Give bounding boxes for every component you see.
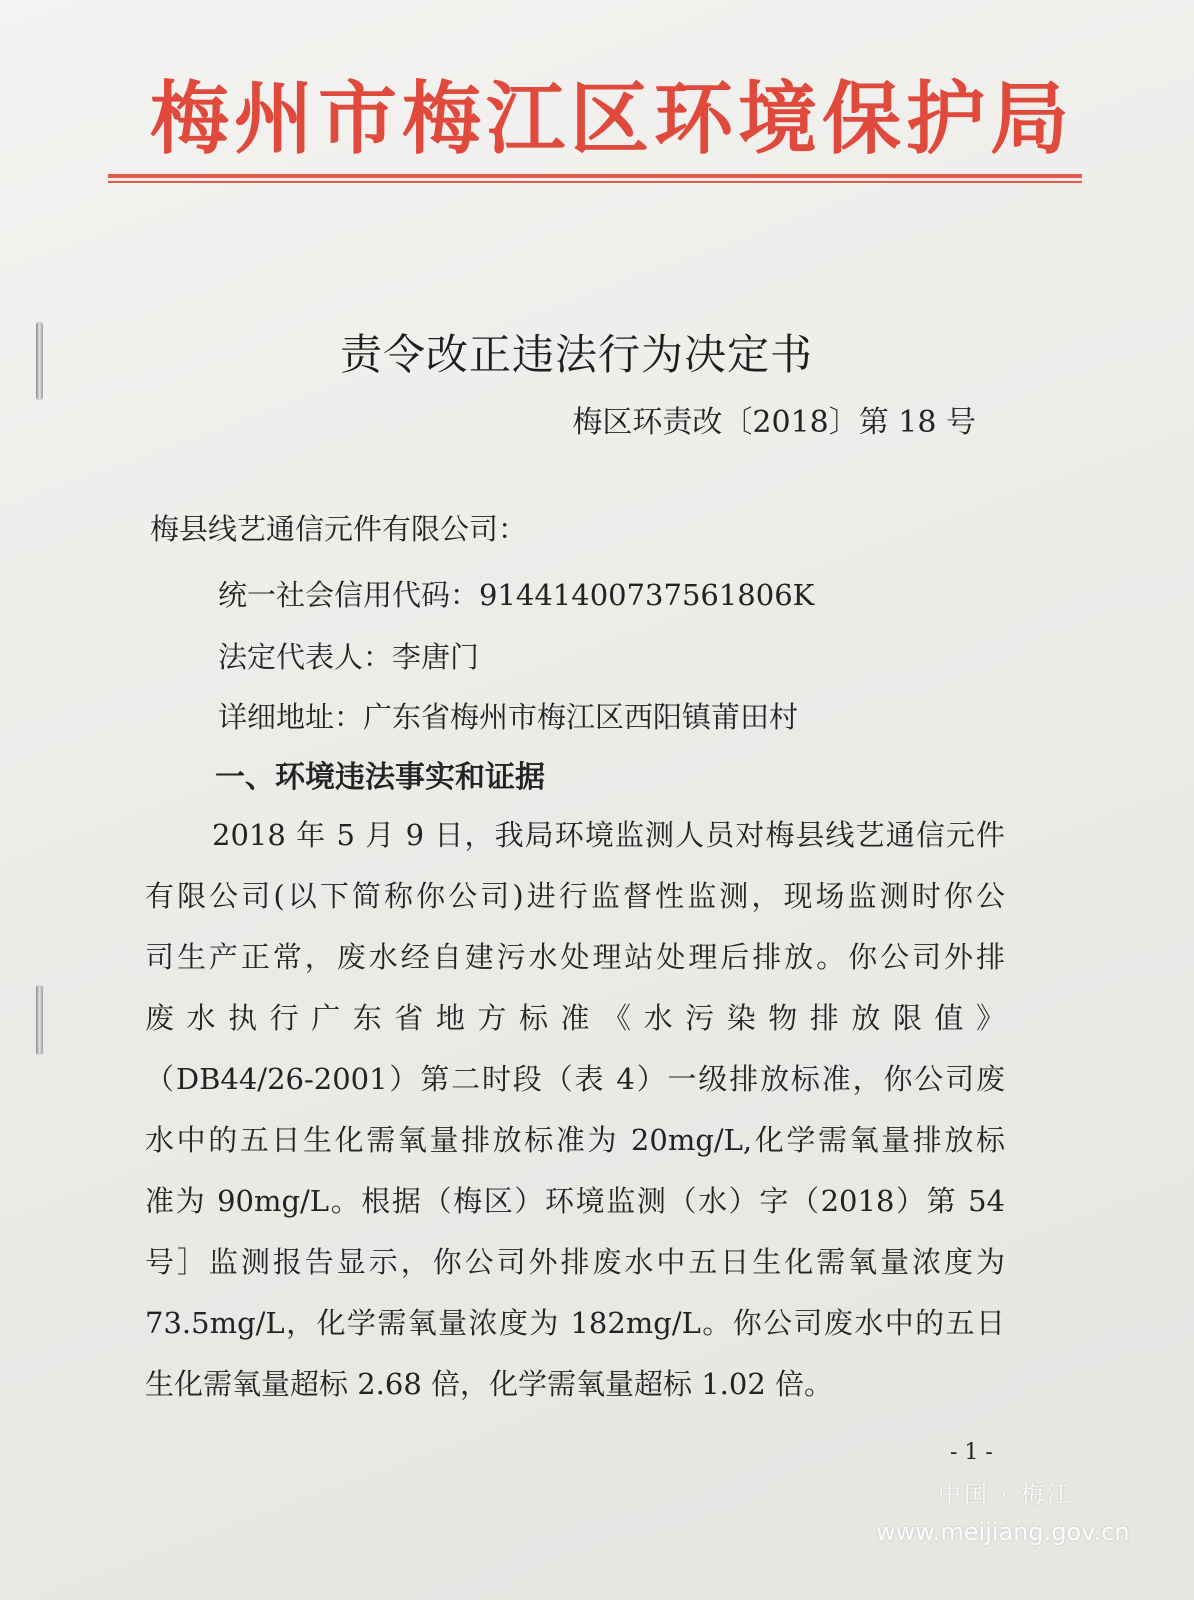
paragraph-line: （DB44/26-2001）第二时段（表 4）一级排放标准，你公司废 (145, 1062, 1005, 1096)
paragraph-line: 司生产正常，废水经自建污水处理站处理后排放。你公司外排 (145, 940, 1005, 974)
document-number: 梅区环责改〔2018〕第 18 号 (572, 405, 976, 440)
paragraph-line: 有限公司(以下简称你公司)进行监督性监测，现场监测时你公 (145, 879, 1005, 913)
page-number: - 1 - (950, 1440, 993, 1465)
header-rule-thin (108, 181, 1082, 183)
header-rule-thick (108, 174, 1082, 178)
addressee: 梅县线艺通信元件有限公司： (150, 512, 528, 546)
address-line: 详细地址：广东省梅州市梅江区西阳镇莆田村 (218, 700, 799, 734)
agency-header: 梅州市梅江区环境保护局 (150, 73, 1074, 165)
paragraph-line: 2018 年 5 月 9 日，我局环境监测人员对梅县线艺通信元件 (212, 818, 1005, 852)
paragraph-line: 水中的五日生化需氧量排放标准为 20mg/L,化学需氧量排放标 (145, 1123, 1005, 1157)
section-heading: 一、环境违法事实和证据 (215, 760, 545, 795)
paragraph-line: 生化需氧量超标 2.68 倍，化学需氧量超标 1.02 倍。 (145, 1367, 834, 1401)
paragraph-line: 准为 90mg/L。根据（梅区）环境监测（水）字（2018）第 54 (145, 1184, 1005, 1218)
watermark-url: www.meijiang.gov.cn (876, 1518, 1130, 1546)
credit-code-line: 统一社会信用代码：91441400737561806K (218, 578, 815, 612)
staple-top (36, 322, 43, 400)
watermark-site-name: 中国 · 梅江 (938, 1482, 1073, 1508)
paragraph-line: 号］监测报告显示，你公司外排废水中五日生化需氧量浓度为 (145, 1245, 1005, 1279)
staple-bottom (36, 985, 43, 1055)
legal-rep-line: 法定代表人：李唐门 (218, 640, 480, 674)
document-title: 责令改正违法行为决定书 (340, 330, 814, 379)
paragraph-line: 废水执行广东省地方标准《水污染物排放限值》 (145, 1001, 1005, 1035)
paragraph-line: 73.5mg/L，化学需氧量浓度为 182mg/L。你公司废水中的五日 (145, 1306, 1005, 1340)
